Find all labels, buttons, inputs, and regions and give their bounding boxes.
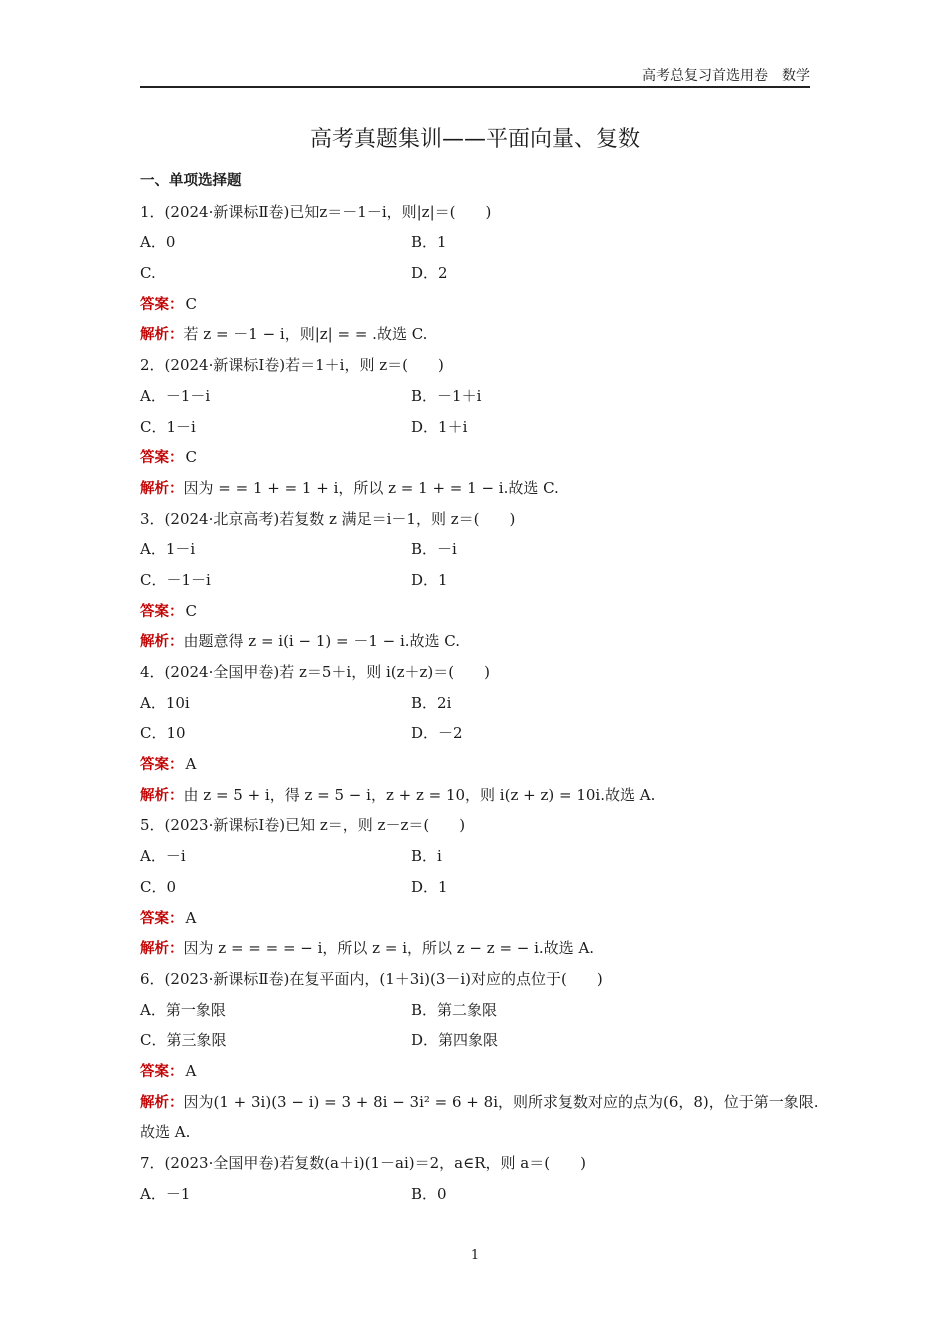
question-1-options-ab [140,227,818,258]
option-c: C．第三象限 [140,1031,227,1050]
question-3-options-cd [140,565,818,596]
answer-label: 答案： [140,1063,184,1080]
page-title: 高考真题集训——平面向量、复数 [309,127,640,152]
option-d: D．1＋i [411,417,468,436]
option-a: A．－1 [140,1184,191,1203]
option-a: A．第一象限 [140,1000,226,1019]
question-1-stem: 1．(2024·新课标Ⅱ卷)已知z＝－1－i，则|z|＝( ) [140,202,492,221]
question-4-answer [140,749,818,780]
answer-label: 答案： [140,603,184,620]
option-c: C．0 [140,877,177,896]
section-heading: 一、单项选择题 [140,173,242,189]
question-2-stem: 2．(2024·新课标Ⅰ卷)若＝1＋i，则 z＝( ) [140,356,444,375]
question-6-answer [140,1056,818,1087]
question-6-options-ab [140,995,818,1026]
question-1-options-cd [140,258,818,289]
option-a: A．10i [140,693,190,712]
question-5-answer [140,903,818,934]
question-2-answer [140,442,818,473]
option-a: A．1－i [140,540,196,559]
option-d: D．1 [411,877,448,896]
answer-value: C [185,601,197,620]
question-4-options-cd [140,718,818,749]
option-d: D．2 [411,264,448,283]
page-header: 高考总复习首选用卷 数学 [642,68,810,84]
option-c: C．－1－i [140,570,211,589]
question-5-options-ab [140,841,818,872]
analysis-text: 因为 z = = = = − i，所以 z = i，所以 z − z = − i.故选 A. [183,939,595,958]
analysis-text: 由 z = 5 + i，得 z = 5 − i，z + z = 10，则 i(z + z) = 10i.故选 A. [183,785,656,804]
analysis-label: 解析： [140,1094,184,1111]
option-b: B．1 [411,233,447,252]
option-b: B．－1＋i [411,386,482,405]
question-2-options-cd [140,412,818,443]
option-a: A．0 [140,233,176,252]
analysis-text: 因为(1 + 3i)(3 − i) = 3 + 8i − 3i² = 6 + 8i，则所求复数对应的点为(6，8)，位于第一象限. [183,1092,819,1111]
option-b: B．2i [411,693,452,712]
option-d: D．1 [411,570,448,589]
option-a: A．－1－i [140,386,211,405]
option-d: D．第四象限 [411,1031,499,1050]
question-7-options-ab [140,1179,818,1210]
answer-value: A [185,1061,197,1080]
content [140,166,818,1209]
header-rule [140,86,810,88]
answer-label: 答案： [140,296,184,313]
option-a: A．－i [140,847,186,866]
question-3-analysis [140,626,818,657]
analysis-text: 由题意得 z = i(i − 1) = －1 − i.故选 C. [183,632,461,651]
option-b: B．－i [411,540,457,559]
question-7-stem: 7．(2023·全国甲卷)若复数(a＋i)(1－ai)＝2，a∈R，则 a＝( ) [140,1154,586,1172]
answer-label: 答案： [140,910,184,927]
question-6-analysis [140,1087,818,1118]
option-b: B．0 [411,1184,447,1203]
question-2-analysis [140,473,818,504]
analysis-text: 因为 = = 1 + = 1 + i，所以 z = 1 + = 1 − i.故选 C. [183,478,559,497]
option-b: B．第二象限 [411,1000,498,1019]
question-2-options-ab [140,381,818,412]
question-1-answer [140,289,818,320]
analysis-label: 解析： [140,787,184,804]
question-4-analysis [140,780,818,811]
option-c: C. [140,264,156,283]
question-6-stem: 6．(2023·新课标Ⅱ卷)在复平面内，(1＋3i)(3－i)对应的点位于( ) [140,969,603,988]
page-number: 1 [470,1248,480,1263]
question-5-analysis [140,933,818,964]
analysis-label: 解析： [140,941,184,958]
analysis-label: 解析： [140,480,184,497]
question-3-answer [140,596,818,627]
option-b: B．i [411,847,442,866]
question-1-analysis [140,319,818,350]
option-c: C．10 [140,724,186,743]
analysis-label: 解析： [140,634,184,651]
question-5-options-cd [140,872,818,903]
question-6-options-cd [140,1025,818,1056]
analysis-text: 若 z = －1 − i，则|z| = = .故选 C. [183,325,428,344]
answer-label: 答案： [140,450,184,467]
question-4-options-ab [140,688,818,719]
question-4-stem: 4．(2024·全国甲卷)若 z＝5＋i，则 i(z＋z)＝( ) [140,663,490,681]
answer-value: A [185,755,197,774]
question-6-analysis-cont: 故选 A. [140,1123,191,1142]
answer-value: C [185,448,197,467]
answer-value: C [185,294,197,313]
option-d: D．－2 [411,724,463,743]
analysis-label: 解析： [140,327,184,344]
question-3-stem: 3．(2024·北京高考)若复数 z 满足＝i－1，则 z＝( ) [140,509,516,528]
answer-value: A [185,908,197,927]
answer-label: 答案： [140,757,184,774]
question-5-stem: 5．(2023·新课标Ⅰ卷)已知 z＝，则 z－z＝( ) [140,816,466,835]
question-3-options-ab [140,534,818,565]
option-c: C．1－i [140,417,196,436]
